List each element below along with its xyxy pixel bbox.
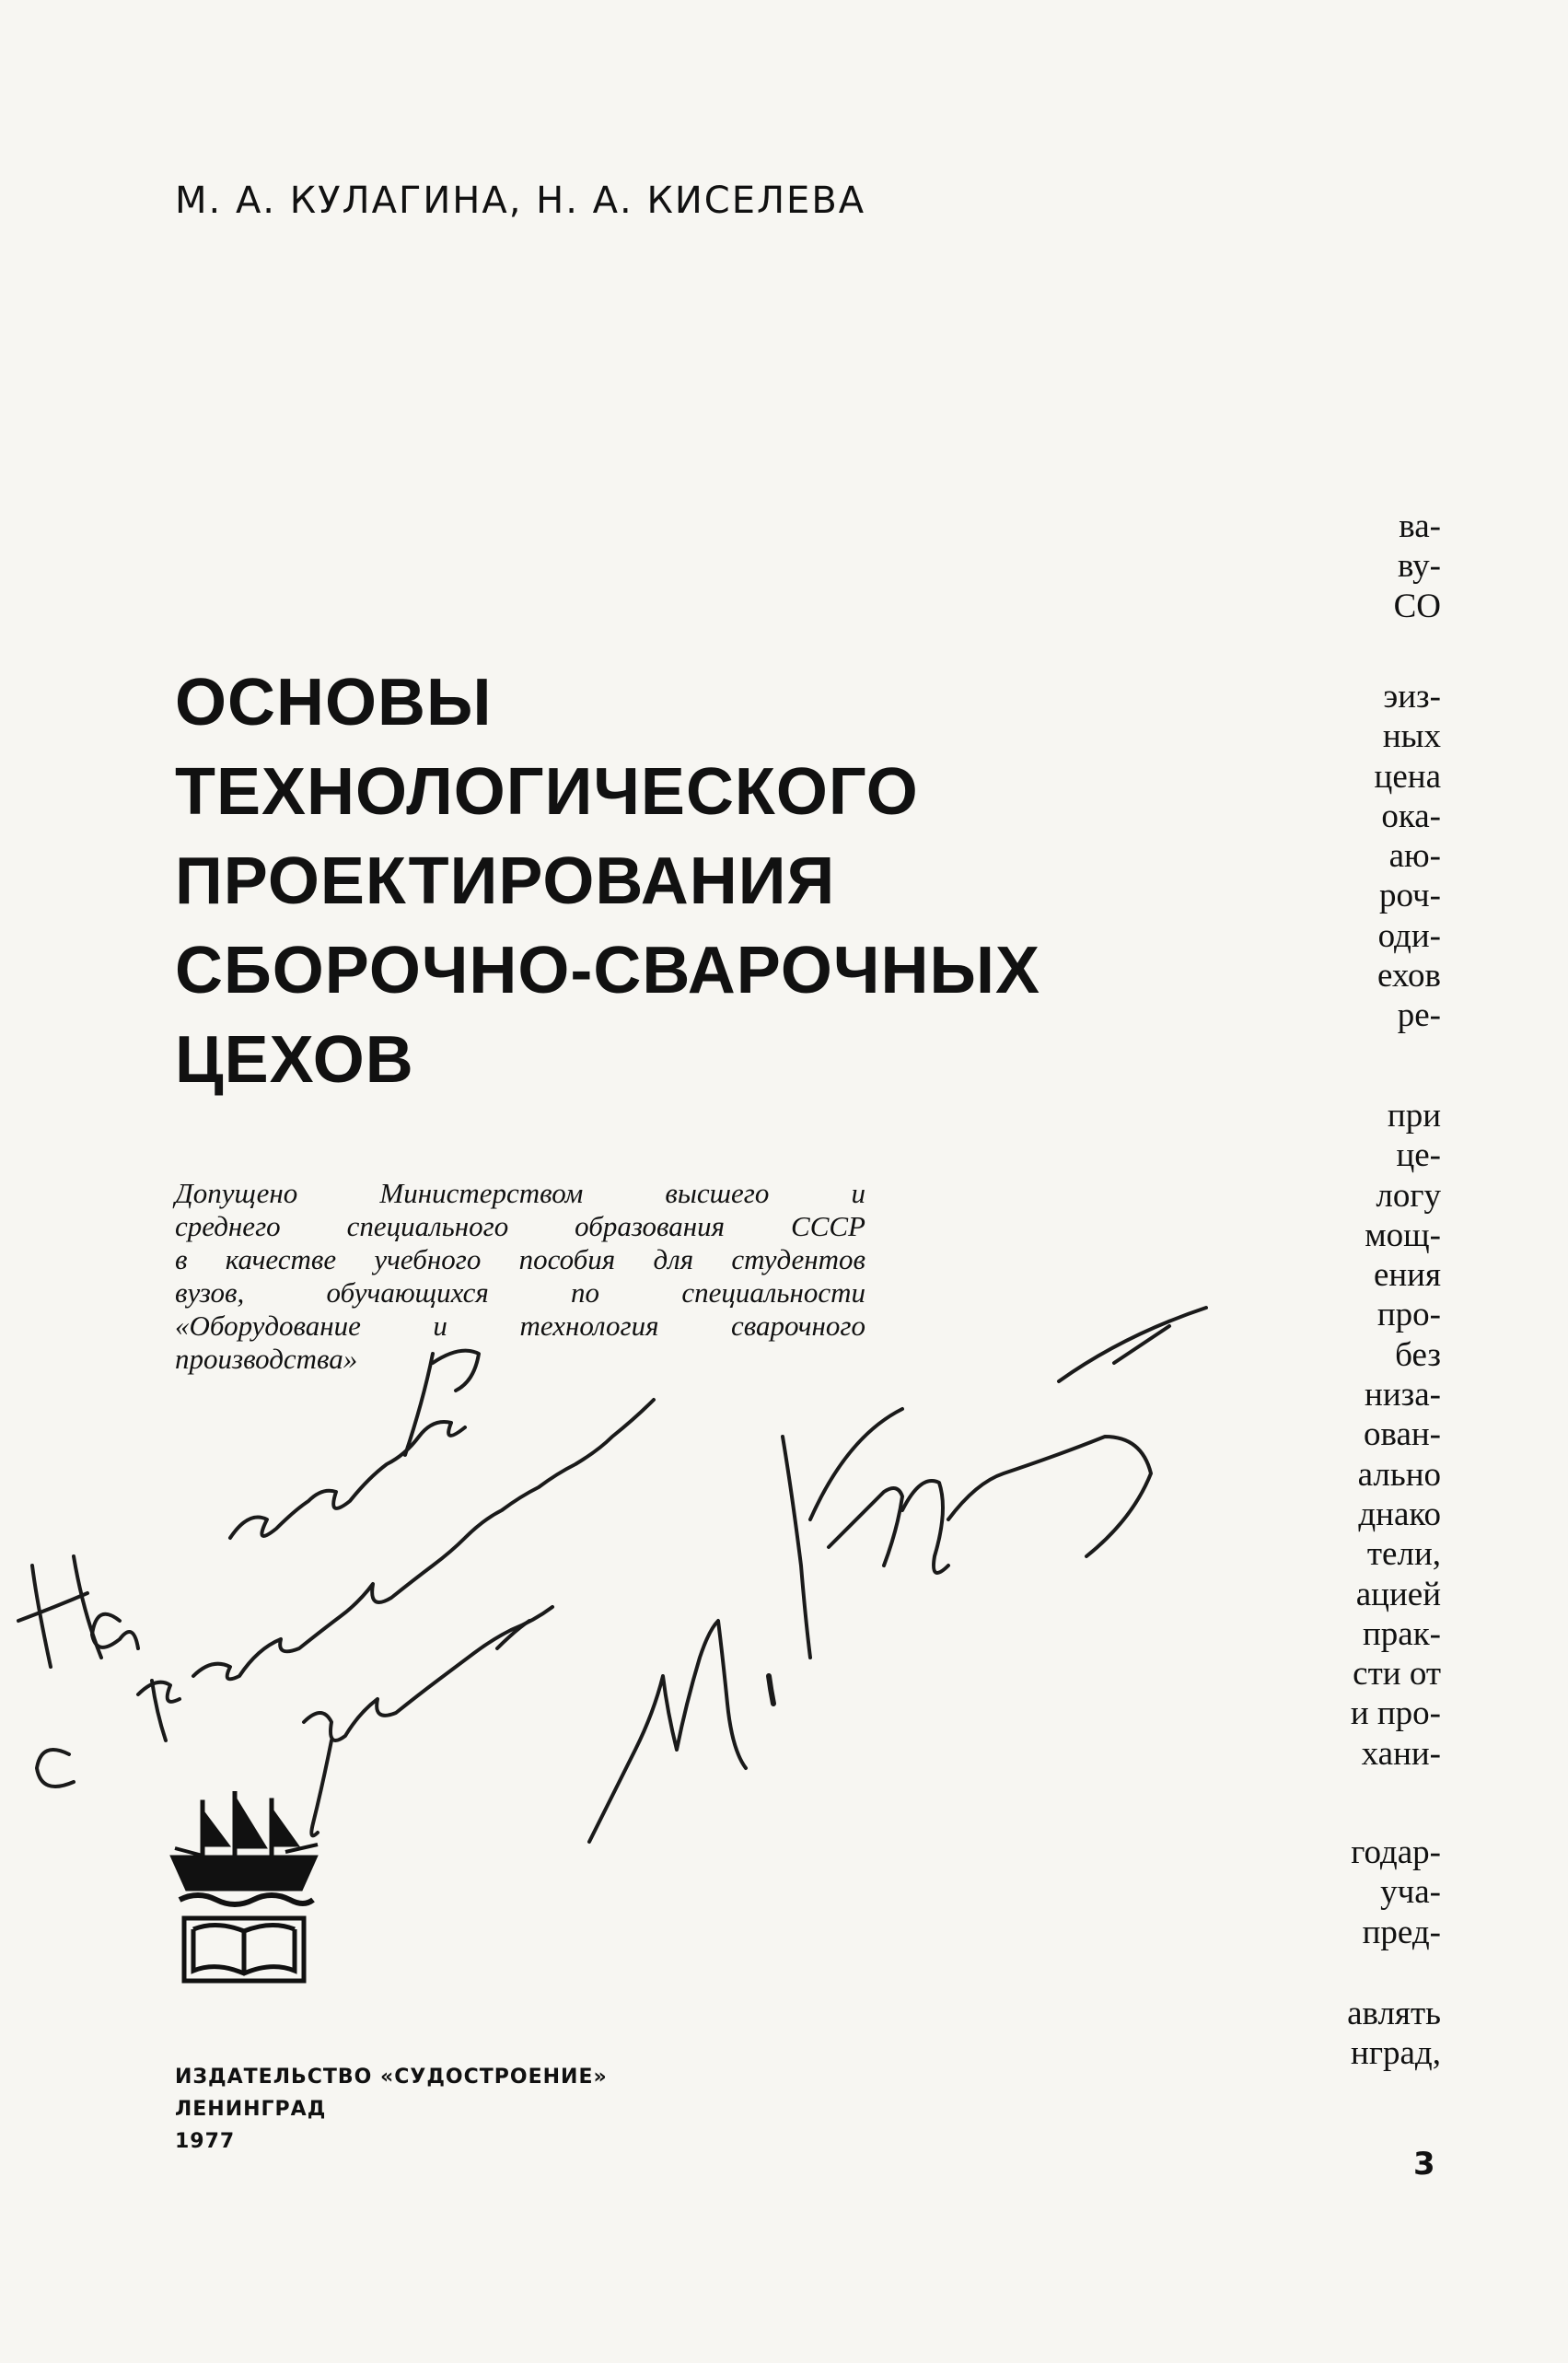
bleed-line: мощ- bbox=[1365, 1216, 1441, 1254]
approval-line: производства» bbox=[175, 1343, 358, 1375]
publisher-name: ИЗДАТЕЛЬСТВО «СУДОСТРОЕНИЕ» bbox=[175, 2066, 608, 2089]
book-title bbox=[175, 658, 1096, 1105]
bleed-line: уча- bbox=[1380, 1873, 1441, 1912]
bleed-line: ально bbox=[1357, 1455, 1441, 1494]
approval-line: «Оборудование и технология сварочного bbox=[175, 1310, 865, 1342]
title-line: ТЕХНОЛОГИЧЕСКОГО bbox=[175, 755, 919, 829]
bleed-through-block bbox=[1284, 1833, 1441, 1952]
bleed-line: цена bbox=[1374, 757, 1441, 796]
bleed-through-block bbox=[1284, 506, 1441, 626]
bleed-line: эиз- bbox=[1383, 678, 1441, 716]
bleed-line: пред- bbox=[1362, 1913, 1441, 1951]
bleed-line: логу bbox=[1376, 1176, 1441, 1215]
bleed-line: ацией bbox=[1355, 1575, 1441, 1613]
title-line: ЦЕХОВ bbox=[175, 1023, 414, 1097]
bleed-line: и про- bbox=[1350, 1694, 1441, 1733]
bleed-line: ока- bbox=[1381, 797, 1441, 835]
bleed-line: роч- bbox=[1379, 877, 1441, 915]
approval-line: вузов, обучающихся по специальности bbox=[175, 1276, 865, 1309]
bleed-line: сти от bbox=[1353, 1655, 1441, 1694]
publisher-city: ЛЕНИНГРАД bbox=[175, 2098, 327, 2121]
approval-note bbox=[175, 1177, 865, 1376]
bleed-line: ре- bbox=[1397, 996, 1441, 1035]
bleed-through-block bbox=[1284, 1994, 1441, 2074]
bleed-line: хани- bbox=[1361, 1734, 1441, 1773]
title-line: ПРОЕКТИРОВАНИЯ bbox=[175, 844, 836, 918]
bleed-line: СО bbox=[1393, 587, 1441, 625]
bleed-line: ован- bbox=[1363, 1415, 1441, 1454]
publisher-block bbox=[175, 2061, 608, 2158]
bleed-line: низа- bbox=[1365, 1376, 1441, 1414]
bleed-line: нград, bbox=[1351, 2034, 1441, 2073]
bleed-line: без bbox=[1395, 1335, 1441, 1374]
page-number: 3 bbox=[1413, 2146, 1435, 2183]
bleed-line: ения bbox=[1373, 1256, 1441, 1295]
bleed-line: годар- bbox=[1351, 1833, 1441, 1871]
bleed-line: це- bbox=[1396, 1136, 1441, 1175]
approval-line: в качестве учебного пособия для студентов bbox=[175, 1243, 865, 1275]
bleed-line: авлять bbox=[1347, 1995, 1441, 2032]
bleed-through-block bbox=[1284, 677, 1441, 1036]
approval-line: среднего специального образования СССР bbox=[175, 1210, 865, 1242]
bleed-line: ву- bbox=[1397, 547, 1441, 586]
title-line: ОСНОВЫ bbox=[175, 666, 493, 739]
bleed-line: оди- bbox=[1377, 916, 1441, 955]
authors: М. А. КУЛАГИНА, Н. А. КИСЕЛЕВА bbox=[175, 180, 866, 222]
bleed-line: ных bbox=[1382, 717, 1441, 756]
ship-and-book-emblem-icon bbox=[166, 1791, 322, 1985]
publication-year: 1977 bbox=[175, 2130, 236, 2153]
bleed-line: прак- bbox=[1362, 1614, 1441, 1653]
bleed-line: ехов bbox=[1377, 957, 1441, 995]
approval-line: Допущено Министерством высшего и bbox=[175, 1177, 865, 1209]
bleed-line: при bbox=[1387, 1097, 1441, 1135]
bleed-line: аю- bbox=[1388, 837, 1441, 876]
title-line: СБОРОЧНО-СВАРОЧНЫХ bbox=[175, 934, 1040, 1007]
bleed-through-block bbox=[1284, 1096, 1441, 1774]
bleed-line: ва- bbox=[1399, 507, 1441, 545]
bleed-line: днако bbox=[1358, 1495, 1441, 1533]
bleed-line: тели, bbox=[1366, 1535, 1441, 1574]
bleed-line: про- bbox=[1376, 1296, 1441, 1334]
